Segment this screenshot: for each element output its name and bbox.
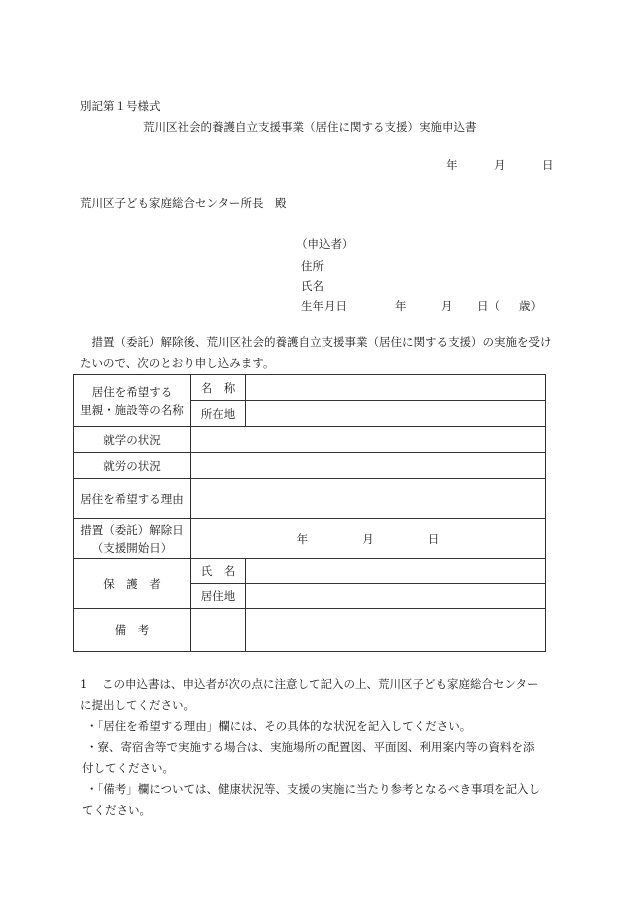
note-bullet-2-line2: 付してください。: [82, 761, 174, 775]
release-date-field[interactable]: [191, 519, 546, 559]
facility-label-line1: 居住を希望する: [91, 384, 173, 399]
document-title: 荒川区社会的養護自立支援事業（居住に関する支援）実施申込書: [143, 120, 477, 134]
applicant-name-label: 氏名: [301, 279, 324, 293]
notes-section: [78, 674, 554, 821]
applicant-birth-line: [301, 298, 551, 312]
applicant-address-label: 住所: [301, 259, 324, 273]
birth-year-label: 年: [395, 299, 407, 313]
reason-field[interactable]: [191, 479, 546, 519]
date-month-label: 月: [494, 158, 506, 172]
guardian-residence-field[interactable]: [246, 584, 546, 609]
addressee: 荒川区子ども家庭総合センター所長 殿: [80, 196, 287, 210]
date-year-label: 年: [446, 158, 458, 172]
reason-label: 居住を希望する理由: [74, 479, 191, 519]
remarks-label: 備 考: [74, 609, 191, 652]
note-1-number: 1: [80, 677, 88, 691]
release-date-label-line2: （支援開始日）: [91, 540, 173, 555]
facility-location-field[interactable]: [246, 401, 546, 427]
work-status-field[interactable]: [191, 453, 546, 479]
facility-location-label: 所在地: [191, 401, 246, 427]
release-month-label: 月: [362, 531, 374, 546]
note-1-line1: この申込書は、申込者が次の点に注意して記入の上、荒川区子ども家庭総合センター: [102, 677, 539, 691]
birth-label: 生年月日: [301, 299, 347, 313]
facility-label: [74, 375, 191, 427]
note-1-line2: に提出してください。: [80, 698, 195, 712]
birth-month-label: 月: [441, 299, 453, 313]
date-day-label: 日: [542, 158, 554, 172]
release-year-label: 年: [296, 531, 309, 546]
guardian-label: 保 護 者: [74, 559, 191, 609]
school-status-label: 就学の状況: [74, 427, 191, 453]
release-date-label-line1: 措置（委託）解除日: [80, 522, 184, 537]
intro-text: 措置（委託）解除後、荒川区社会的養護自立支援事業（居住に関する支援）の実施を受けたいので、次のとおり申し込みます。: [80, 335, 552, 370]
guardian-name-label: 氏 名: [191, 559, 246, 584]
note-1: [78, 674, 554, 695]
release-day-label: 日: [427, 531, 440, 546]
work-status-label: 就労の状況: [74, 453, 191, 479]
note-bullet-3-line1: ・「備考」欄については、健康状況等、支援の実施に当たり参考となるべき事項を記入し: [86, 782, 541, 796]
facility-label-line2: 里親・施設等の名称: [80, 402, 184, 417]
note-bullet-2-line1: ・寮、寄宿舎等で実施する場合は、実施場所の配置図、平面図、利用案内等の資料を添: [86, 740, 535, 754]
remarks-field[interactable]: [246, 609, 546, 652]
guardian-name-field[interactable]: [246, 559, 546, 584]
application-table: [73, 374, 546, 652]
age-label: 歳）: [519, 299, 542, 313]
facility-name-label: 名 称: [191, 375, 246, 401]
remarks-blank-cell: [191, 609, 246, 652]
applicant-heading: （申込者）: [296, 237, 354, 251]
note-bullet-3-line2: てください。: [82, 803, 151, 817]
school-status-field[interactable]: [191, 427, 546, 453]
note-bullet-1: ・「居住を希望する理由」欄には、その具体的な状況を記入してください。: [86, 719, 472, 733]
facility-name-field[interactable]: [246, 375, 546, 401]
form-number: 別記第１号様式: [80, 99, 161, 113]
guardian-residence-label: 居住地: [191, 584, 246, 609]
release-date-label: [74, 519, 191, 559]
birth-day-label: 日（: [477, 299, 500, 313]
